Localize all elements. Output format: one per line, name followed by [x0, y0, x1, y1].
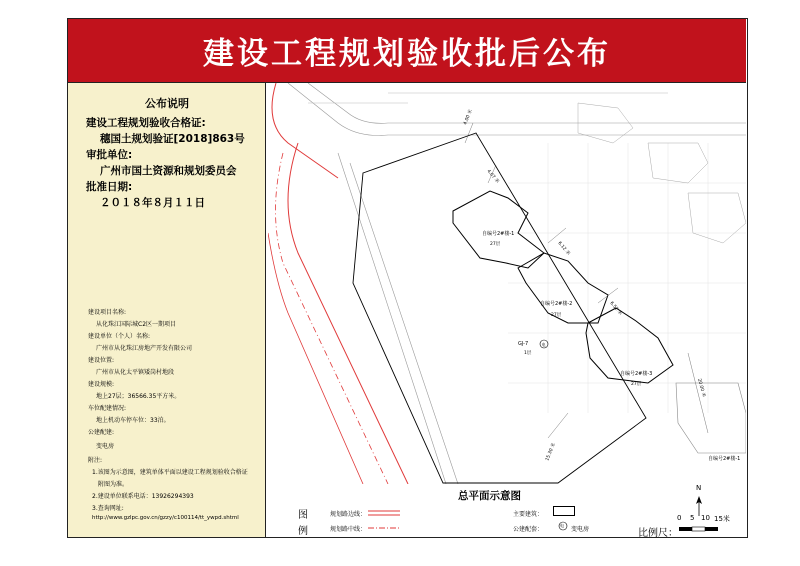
- approval-date: ２０１８年８月１１日: [100, 197, 205, 209]
- public-facility-label: 公建配套：: [513, 526, 544, 533]
- building-label: 自编号2#楼-3: [620, 371, 653, 377]
- road-line: [350, 163, 458, 484]
- approver-name: 广州市国土资源和规划委员会: [100, 165, 237, 177]
- project-name: 从化珠江国际城C2区一期项目: [96, 321, 177, 328]
- note-line: 3.查询网址:: [92, 505, 124, 512]
- transformer-symbol: 电: [560, 523, 564, 528]
- notice-heading: 公布说明: [145, 97, 189, 110]
- red-line-label: 规划路边线：: [330, 511, 367, 518]
- planning-notice-sheet: [67, 18, 748, 538]
- distance-label: 4.07 米: [485, 169, 500, 185]
- facility-value: 变电房: [96, 443, 115, 450]
- page-title: 建设工程规划验收批后公布: [203, 36, 611, 72]
- scale-bar: [678, 524, 738, 534]
- road-line: [308, 93, 668, 103]
- main-building-label: 主要建筑：: [513, 511, 544, 518]
- legend-li: 例: [298, 526, 308, 537]
- road-line: [338, 153, 446, 484]
- legend-area: [268, 484, 746, 537]
- center-line-swatch: [368, 524, 400, 532]
- parking-value: 地上机动车停车位：33泊。: [96, 417, 170, 424]
- cert-number: 穗国土规划验证[2018]863号: [100, 133, 245, 145]
- distance-label: 4.00 米: [463, 109, 474, 126]
- road-edge-line: [288, 143, 408, 484]
- distance-label: 6.52 米: [608, 301, 623, 317]
- red-line-swatch: [368, 508, 400, 518]
- scale-bar-label: 比例尺：: [638, 528, 678, 539]
- project-name-label: 建设项目名称:: [88, 309, 127, 316]
- note-line: 2.建设单位联系电话：13926294393: [92, 493, 194, 500]
- title-banner: [68, 19, 746, 83]
- scale-label: 建设规模:: [88, 381, 115, 388]
- transformer-label: 变电房: [571, 526, 590, 533]
- parking-label: 车位配建情况:: [88, 405, 127, 412]
- notes-label: 附注:: [88, 457, 103, 464]
- approval-date-label: 批准日期:: [86, 181, 133, 193]
- center-line-label: 规划路中线：: [330, 526, 367, 533]
- existing-building: [688, 193, 746, 243]
- cert-label: 建设工程规划验收合格证:: [86, 117, 206, 129]
- building-floors: 27层: [551, 313, 562, 318]
- road-line: [288, 83, 746, 136]
- building-outline: [453, 191, 544, 268]
- building-outline: [518, 253, 608, 323]
- site-boundary: [353, 133, 646, 483]
- site-plan-drawing: [268, 83, 746, 484]
- existing-building: [676, 383, 746, 453]
- building-floors: 27层: [490, 242, 501, 247]
- building-floors: 27层: [631, 382, 642, 387]
- scale-tick: 0: [677, 514, 682, 522]
- unit-label: 建设单位（个人）名称:: [88, 333, 151, 340]
- note-line: 附图为准。: [98, 481, 129, 488]
- unit-name: 广州市从化珠江房地产开发有限公司: [96, 345, 193, 352]
- facility-label: 公建配建:: [88, 429, 115, 436]
- distance-label: 20.00 米: [696, 378, 706, 398]
- gj-floors: 1层: [524, 351, 532, 356]
- transformer-symbol: 电: [541, 342, 546, 347]
- building-label: 自编号2#楼-1: [708, 456, 741, 462]
- distance-label: 6.12 米: [556, 241, 571, 257]
- gj-label: GJ-7: [518, 341, 529, 347]
- building-label: 自编号2#楼-2: [540, 301, 573, 307]
- existing-building: [648, 143, 708, 183]
- scale-tick: 10: [701, 514, 710, 522]
- building-label: 自编号2#楼-1: [482, 231, 515, 237]
- site-plan-map: [268, 83, 746, 484]
- approver-label: 审批单位:: [86, 149, 133, 161]
- scale-tick: 5: [690, 514, 695, 522]
- dimension-lines: [465, 123, 708, 438]
- scale-value: 地上27层；36566.35平方米。: [96, 393, 181, 400]
- scale-tick: 15米: [714, 515, 730, 523]
- notice-panel: [68, 83, 266, 537]
- location-value: 广州市从化太平镇矮岗村地段: [96, 369, 175, 376]
- legend-tu: 图: [298, 510, 308, 521]
- distance-label: 15.30 米: [545, 442, 557, 462]
- query-url: http://www.gzlpc.gov.cn/gzzy/c100114/tt_ywpd.shtml: [92, 515, 239, 521]
- note-line: 1.该图为示意图，建筑单体平面以建设工程规划验收合格证: [92, 469, 248, 476]
- legend-title: 总平面示意图: [458, 490, 521, 502]
- location-label: 建设位置:: [88, 357, 115, 364]
- road-center-line: [276, 153, 389, 484]
- north-label: N: [696, 484, 702, 492]
- main-building-swatch: [553, 506, 575, 516]
- road-edge-line: [272, 83, 338, 178]
